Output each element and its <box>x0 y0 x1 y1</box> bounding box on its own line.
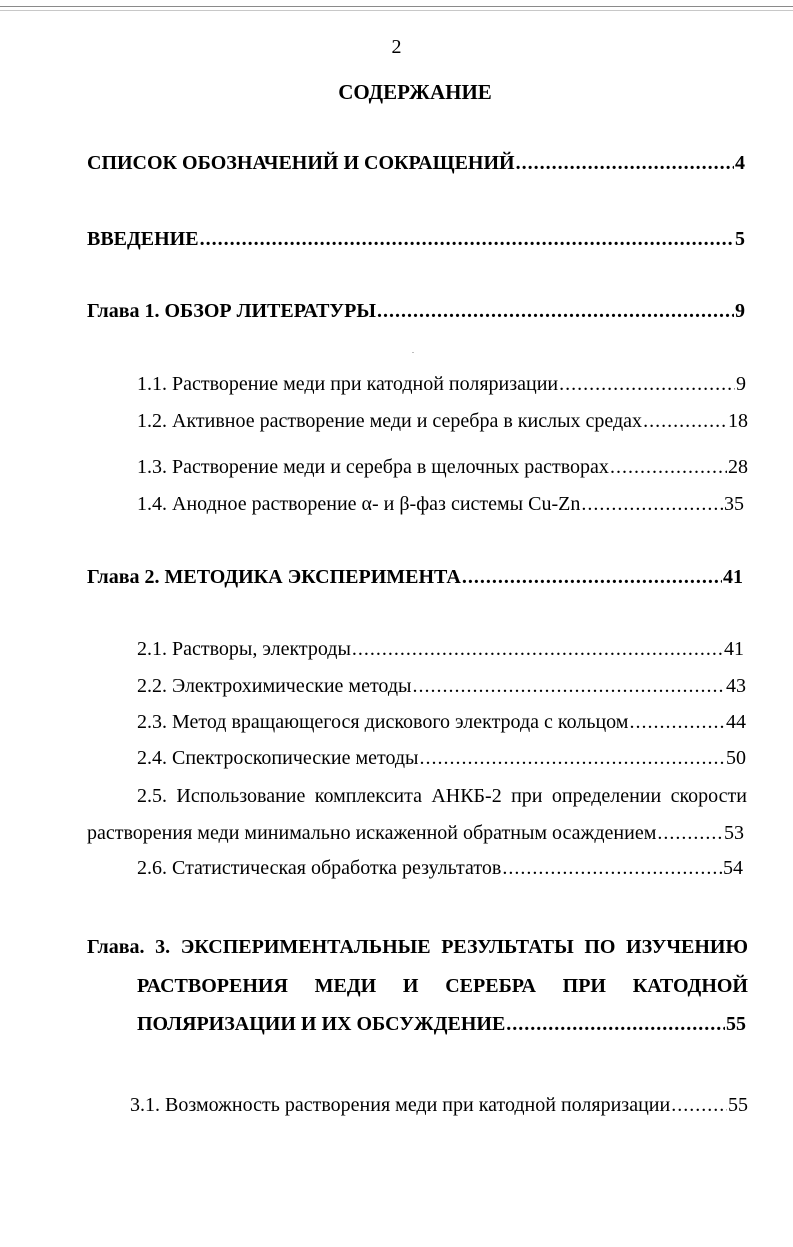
toc-entry-page: 55 <box>726 1013 746 1035</box>
toc-entry-page: 9 <box>736 373 746 395</box>
toc-entry-chapter-2 <box>87 564 743 590</box>
dot-leader <box>657 820 723 846</box>
dot-leader <box>559 371 735 397</box>
toc-entry-1-4 <box>137 491 744 517</box>
scan-speck <box>412 352 414 353</box>
toc-title: СОДЕРЖАНИЕ <box>338 80 492 104</box>
dot-leader <box>629 709 725 735</box>
toc-entry-2-1 <box>137 636 744 662</box>
toc-entry-text: 2.5. Использование комплексита АНКБ-2 при определении скорости <box>137 785 747 807</box>
dot-leader <box>412 673 725 699</box>
toc-entry-2-2 <box>137 673 746 699</box>
toc-entry-page: 41 <box>724 638 744 660</box>
toc-entry-text: 2.2. Электрохимические методы <box>137 675 412 697</box>
toc-entry-page: 55 <box>728 1094 748 1116</box>
toc-entry-chapter-3-line3 <box>137 1011 746 1037</box>
toc-entry-text: ВВЕДЕНИЕ <box>87 228 199 250</box>
toc-entry-page: 4 <box>735 152 745 174</box>
toc-entry-text: 2.4. Спектроскопические методы <box>137 747 419 769</box>
toc-entry-chapter-3-line1 <box>87 934 748 960</box>
toc-entry-3-1 <box>130 1092 748 1118</box>
toc-entry-page: 41 <box>723 566 743 588</box>
dot-leader <box>462 564 722 590</box>
toc-entry-page: 28 <box>728 456 748 478</box>
toc-entry-text: 2.6. Статистическая обработка результатов <box>137 857 502 879</box>
toc-entry-page: 50 <box>726 747 746 769</box>
toc-entry-chapter-1 <box>87 298 745 324</box>
toc-entry-text: 1.2. Активное растворение меди и серебра в кислых средах <box>137 410 643 432</box>
toc-entry-page: 5 <box>735 228 745 250</box>
toc-entry-text: растворения меди минимально искаженной обратным осаждением <box>87 822 657 844</box>
toc-entry-text: СПИСОК ОБОЗНАЧЕНИЙ И СОКРАЩЕНИЙ <box>87 152 515 174</box>
toc-entry-abbreviations <box>87 150 745 176</box>
dot-leader <box>377 298 734 324</box>
toc-entry-text: Глава 2. МЕТОДИКА ЭКСПЕРИМЕНТА <box>87 566 461 588</box>
toc-entry-text: Глава. 3. ЭКСПЕРИМЕНТАЛЬНЫЕ РЕЗУЛЬТАТЫ ПО ИЗУЧЕНИЮ <box>87 936 748 958</box>
top-border-line <box>0 6 793 7</box>
toc-entry-2-5-line1 <box>137 783 747 809</box>
toc-entry-text: Глава 1. ОБЗОР ЛИТЕРАТУРЫ <box>87 300 376 322</box>
toc-entry-page: 9 <box>735 300 745 322</box>
dot-leader <box>643 408 727 434</box>
toc-entry-2-4 <box>137 745 746 771</box>
toc-entry-page: 35 <box>724 493 744 515</box>
toc-entry-2-5-line2 <box>87 820 744 846</box>
toc-entry-page: 44 <box>726 711 746 733</box>
dot-leader <box>671 1092 727 1118</box>
dot-leader <box>516 150 734 176</box>
toc-entry-text: 2.1. Растворы, электроды <box>137 638 351 660</box>
dot-leader <box>581 491 723 517</box>
dot-leader <box>502 855 722 881</box>
toc-entry-2-6 <box>137 855 743 881</box>
toc-entry-1-2 <box>137 408 748 434</box>
toc-entry-text: 1.4. Анодное растворение α- и β-фаз системы Cu-Zn <box>137 493 581 515</box>
toc-entry-text: РАСТВОРЕНИЯ МЕДИ И СЕРЕБРА ПРИ КАТОДНОЙ <box>137 975 748 997</box>
toc-entry-introduction <box>87 226 745 252</box>
toc-entry-page: 54 <box>723 857 743 879</box>
toc-entry-2-3 <box>137 709 746 735</box>
toc-entry-page: 43 <box>726 675 746 697</box>
top-border-line-faint <box>0 10 793 11</box>
page-number: 2 <box>391 36 402 58</box>
toc-entry-1-1 <box>137 371 746 397</box>
dot-leader <box>352 636 723 662</box>
toc-entry-text: 1.3. Растворение меди и серебра в щелочных растворах <box>137 456 609 478</box>
toc-entry-text: ПОЛЯРИЗАЦИИ И ИХ ОБСУЖДЕНИЕ <box>137 1013 506 1035</box>
toc-entry-text: 3.1. Возможность растворения меди при катодной поляризации <box>130 1094 671 1116</box>
dot-leader <box>610 454 727 480</box>
toc-entry-page: 18 <box>728 410 748 432</box>
toc-entry-page: 53 <box>724 822 744 844</box>
dot-leader <box>420 745 726 771</box>
toc-entry-text: 1.1. Растворение меди при катодной поляризации <box>137 373 559 395</box>
toc-entry-chapter-3-line2 <box>137 973 748 999</box>
toc-entry-1-3 <box>137 454 748 480</box>
toc-entry-text: 2.3. Метод вращающегося дискового электрода с кольцом <box>137 711 629 733</box>
dot-leader <box>200 226 734 252</box>
dot-leader <box>506 1011 725 1037</box>
